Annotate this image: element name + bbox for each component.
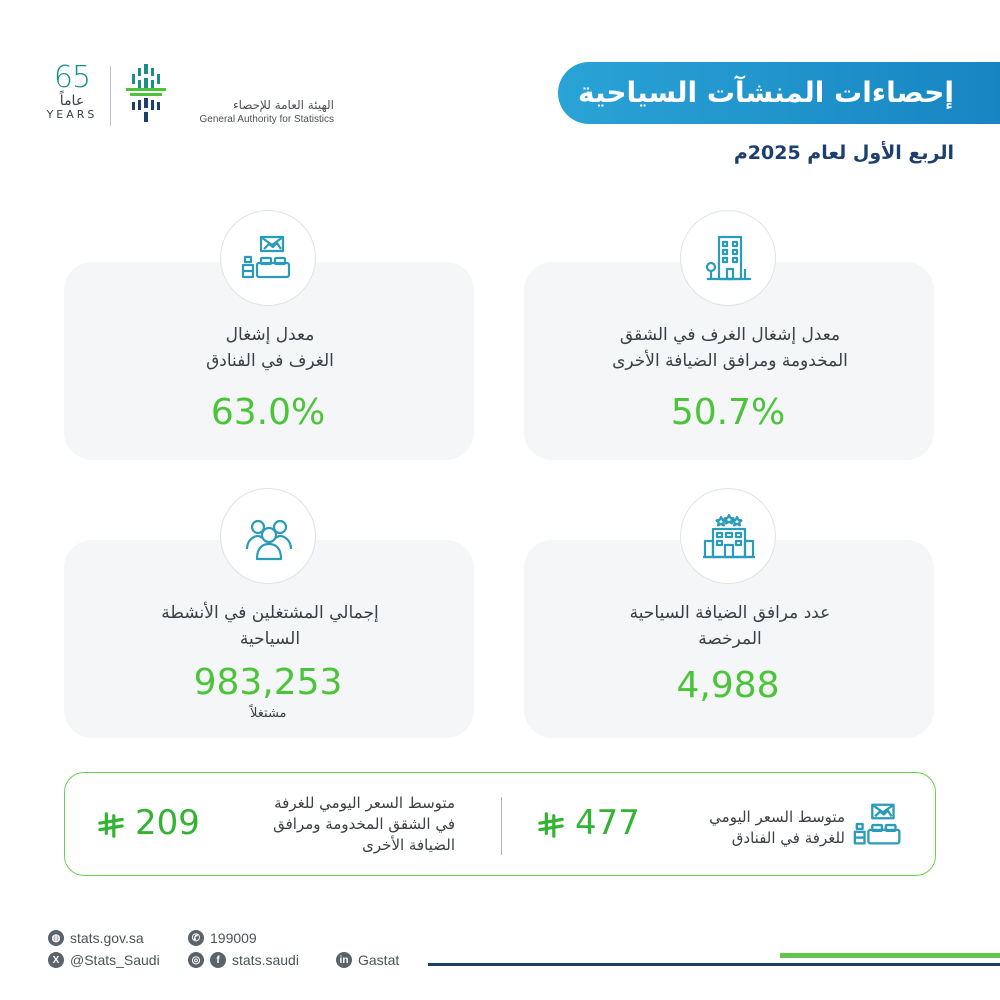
hotel-price-label [655,807,845,849]
gastat-mark-icon [124,62,168,126]
employees-value: 983,253 [193,662,343,703]
hotel-price-value: 477 [575,803,640,843]
employees-unit: مشتغلاً [250,706,287,721]
anniversary-number: 65 [53,60,91,95]
price-divider [501,797,502,855]
x-handle-text: @Stats_Saudi [70,952,160,968]
footer-linkedin[interactable] [336,952,399,968]
saudi-riyal-icon [97,811,125,839]
employees-label-line1: إجمالي المشتغلين في الأنشطة [161,603,379,623]
footer-website[interactable] [48,930,144,946]
employees-label-line2: السياحية [239,629,301,649]
hotel-stars-icon-circle [680,488,776,584]
phone-text: 199009 [210,930,257,946]
globe-icon: ◍ [48,930,64,946]
logo-divider [110,66,111,126]
website-text: stats.gov.sa [70,930,144,946]
hotel-occupancy-label-line1: معدل إشغال [225,325,315,345]
footer-phone[interactable] [188,930,257,946]
apartments-occupancy-label [540,322,920,374]
licensed-facilities-label-line1: عدد مرافق الضيافة السياحية [629,603,831,623]
anniversary-badge [44,62,100,122]
apartments-price-value: 209 [135,803,200,843]
apartments-price-label [225,793,455,856]
hotel-occupancy-label [80,322,460,374]
anniversary-en: YEARS [46,108,98,121]
footer-accent-green [780,953,1000,958]
building-icon [699,229,759,289]
hotel-room-icon [851,797,909,855]
apartments-price-label-line1: متوسط السعر اليومي للغرفة [274,794,455,812]
org-name [174,98,334,127]
licensed-facilities-label [540,600,920,652]
licensed-facilities-value: 4,988 [676,665,780,706]
apartments-price [97,803,200,843]
hotel-occupancy-value: 63.0% [210,392,326,433]
apartments-price-label-line2: في الشقق المخدومة ومرافق [273,815,455,833]
hotel-price [537,803,640,843]
people-icon [239,507,299,567]
org-name-en: General Authority for Statistics [199,114,334,125]
linkedin-text: Gastat [358,952,400,968]
x-logo-icon: X [48,952,64,968]
page-subtitle: الربع الأول لعام 2025م [733,142,954,164]
apartments-occupancy-label-line2: المخدومة ومرافق الضيافة الأخرى [612,351,848,371]
apartments-occupancy-value: 50.7% [670,392,786,433]
average-price-box [64,772,936,876]
hotel-stars-icon [699,507,759,567]
hotel-room-icon-circle [220,210,316,306]
instagram-icon: ◎ [188,952,204,968]
people-icon-circle [220,488,316,584]
building-icon-circle [680,210,776,306]
footer-x[interactable] [48,952,160,968]
licensed-facilities-label-line2: المرخصة [698,629,762,649]
apartments-occupancy-label-line1: معدل إشغال الغرف في الشقق [619,325,841,345]
gastat-logo [44,62,334,132]
facebook-icon: f [210,952,226,968]
anniversary-ar: عاماً [59,93,85,109]
footer-social[interactable] [188,952,299,968]
saudi-riyal-icon [537,811,565,839]
phone-icon: ✆ [188,930,204,946]
social-handle-text: stats.saudi [232,952,299,968]
employees-label [80,600,460,652]
linkedin-icon: in [336,952,352,968]
hotel-price-label-line2: للغرفة في الفنادق [731,829,845,847]
footer-accent-navy [428,963,1000,966]
page-title: إحصاءات المنشآت السياحية [558,62,1000,124]
hotel-price-label-line1: متوسط السعر اليومي [709,808,845,826]
hotel-room-icon [239,229,299,289]
hotel-occupancy-label-line2: الغرف في الفنادق [206,351,334,371]
apartments-price-label-line3: الضيافة الأخرى [362,836,455,854]
org-name-ar: الهيئة العامة للإحصاء [232,98,334,112]
